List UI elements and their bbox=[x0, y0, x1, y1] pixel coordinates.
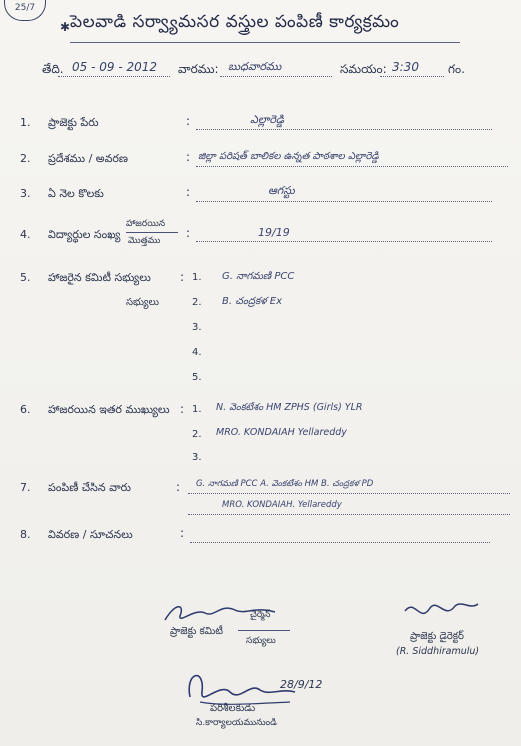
time-suffix: గం. bbox=[448, 62, 465, 76]
row-5-sub-2-number: 2. bbox=[192, 297, 202, 308]
row-3-value: ఆగస్టు bbox=[268, 184, 295, 197]
row-3-colon: : bbox=[186, 185, 191, 199]
director-signature bbox=[400, 596, 480, 626]
row-4-label: విద్యార్థుల సంఖ్య bbox=[48, 228, 121, 241]
day-value: బుధవారము bbox=[228, 60, 282, 73]
row-2-value: జిల్లా పరిషత్ బాలికల ఉన్నత పాఠశాల ఎల్లారెడ్డి bbox=[198, 151, 379, 162]
row-2-number: 2. bbox=[20, 152, 31, 165]
committee-sub: సభ్యులు bbox=[246, 636, 276, 646]
row-8-number: 8. bbox=[20, 528, 31, 541]
day-dots bbox=[220, 76, 332, 77]
row-1-number: 1. bbox=[20, 116, 31, 129]
row-1-colon: : bbox=[186, 114, 191, 128]
row-6-sub-2-value: MRO. KONDAIAH Yellareddy bbox=[216, 427, 347, 438]
title-underline bbox=[70, 42, 460, 43]
row-7-dots-2 bbox=[188, 514, 510, 515]
time-dots bbox=[380, 76, 444, 77]
bullet-icon: ✱ bbox=[60, 20, 71, 34]
row-3-dots bbox=[196, 201, 492, 202]
time-value: 3:30 bbox=[392, 60, 419, 74]
row-6-label: హాజరయిన ఇతర ముఖ్యులు bbox=[48, 403, 170, 416]
row-5-sub-2-value: B. చంద్రకళ Ex bbox=[222, 296, 283, 307]
fraction-line bbox=[126, 232, 178, 233]
row-4-value: 19/19 bbox=[258, 226, 290, 239]
row-6-sub-3-number: 3. bbox=[192, 452, 202, 463]
row-6-sub-1-value: N. వెంకటేశం HM ZPHS (Girls) YLR bbox=[216, 402, 363, 413]
row-2-colon: : bbox=[186, 150, 191, 164]
committee-fraction-line bbox=[238, 630, 290, 631]
row-7-label: పంపిణీ చేసిన వారు bbox=[48, 481, 131, 494]
row-4-dots bbox=[196, 241, 492, 242]
row-4-colon: : bbox=[186, 226, 191, 240]
row-7-number: 7. bbox=[20, 481, 31, 494]
observer-label: పరిశీలకుడు bbox=[210, 703, 256, 714]
row-4-label-bottom: మొత్తము bbox=[128, 236, 161, 246]
row-5-label2: సభ్యులు bbox=[126, 297, 159, 308]
row-8-dots bbox=[190, 542, 490, 543]
form-title: పెలవాడి సర్వ్యామసర వస్త్రుల పంపిణీ కార్యక్రమం bbox=[70, 12, 400, 32]
date-label: తేది. bbox=[42, 62, 64, 76]
row-6-number: 6. bbox=[20, 403, 31, 416]
row-5-sub-1-value: G. నాగమణి PCC bbox=[222, 271, 295, 282]
row-5-number: 5. bbox=[20, 271, 31, 284]
row-5-label: హాజరైన కమిటీ సభ్యులు bbox=[48, 271, 151, 284]
row-1-value: ఎల్లారెడ్డి bbox=[250, 113, 285, 126]
observer-role: సి.కార్యాలయమునుండి bbox=[196, 718, 277, 728]
row-8-colon: : bbox=[180, 526, 185, 540]
day-label: వారము: bbox=[178, 62, 219, 76]
row-5-sub-5-number: 5. bbox=[192, 372, 202, 383]
row-2-label: ప్రదేశము / అవరణ bbox=[48, 152, 129, 165]
row-7-dots bbox=[188, 493, 510, 494]
row-5-sub-1-number: 1. bbox=[192, 272, 202, 283]
row-7-value2: MRO. KONDAIAH. Yellareddy bbox=[222, 500, 342, 510]
director-label: ప్రాజెక్టు డైరెక్టర్ bbox=[410, 631, 464, 642]
row-3-number: 3. bbox=[20, 187, 31, 200]
director-name: (R. Siddhiramulu) bbox=[396, 646, 480, 657]
row-6-sub-1-number: 1. bbox=[192, 404, 202, 415]
committee-label: ప్రాజెక్టు కమిటీ bbox=[170, 626, 223, 637]
corner-mark: 25/7 bbox=[4, 0, 46, 21]
row-2-dots bbox=[196, 166, 508, 167]
row-5-sub-3-number: 3. bbox=[192, 322, 202, 333]
date-value: 05 - 09 - 2012 bbox=[72, 60, 157, 74]
row-5-colon: : bbox=[180, 270, 185, 284]
date-dots bbox=[58, 76, 170, 77]
row-1-dots bbox=[196, 129, 492, 130]
committee-role: చైర్మెన్ bbox=[250, 610, 271, 620]
row-6-colon: : bbox=[180, 402, 185, 416]
row-8-label: వివరణ / సూచనలు bbox=[48, 528, 133, 541]
row-5-sub-4-number: 4. bbox=[192, 347, 202, 358]
row-6-sub-2-number: 2. bbox=[192, 429, 202, 440]
row-4-number: 4. bbox=[20, 228, 31, 241]
observer-date: 28/9/12 bbox=[280, 678, 323, 691]
row-7-value: G. నాగమణి PCC A. వెంకటేశం HM B. చంద్రకళ PD bbox=[196, 479, 374, 489]
row-1-label: ప్రాజెక్టు పేరు bbox=[48, 116, 99, 129]
row-4-label-top: హాజరయిన bbox=[126, 219, 166, 229]
row-7-colon: : bbox=[176, 480, 181, 494]
time-label: సమయం: bbox=[340, 62, 387, 76]
row-3-label: ఏ నెల కొలకు bbox=[48, 187, 104, 200]
